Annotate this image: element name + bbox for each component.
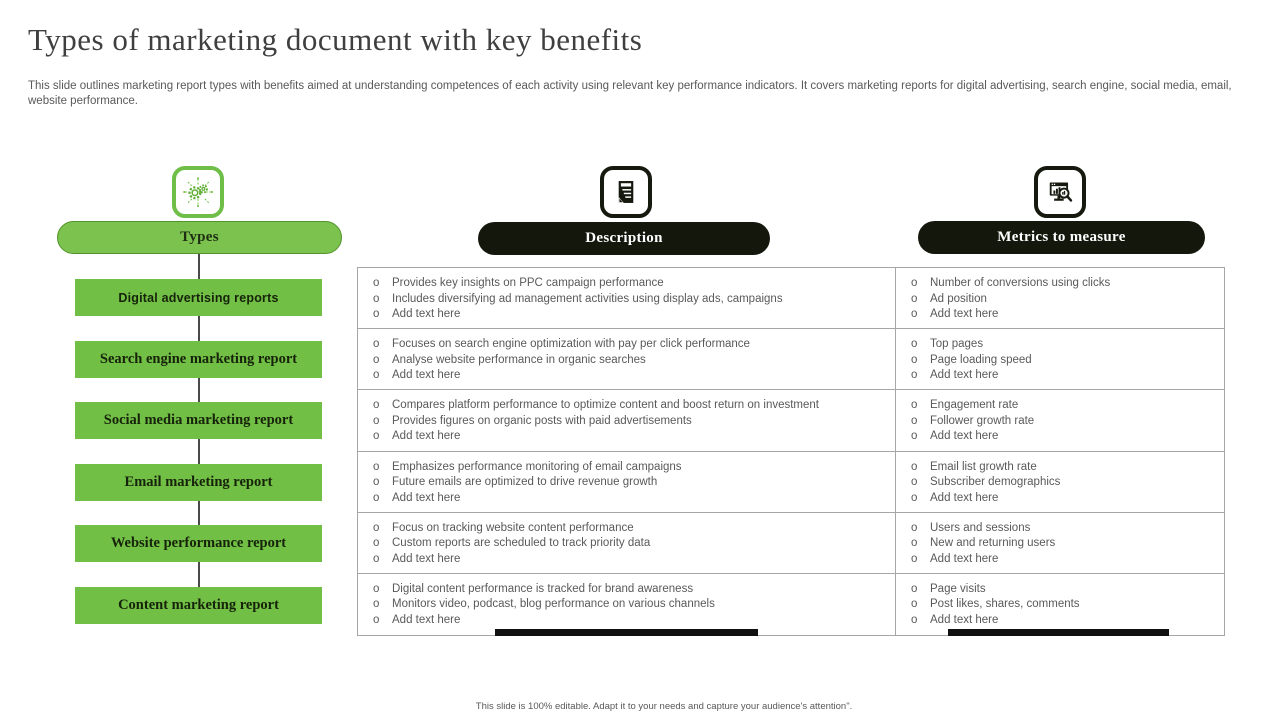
gear-network-icon: [172, 166, 224, 218]
bullet-item: o Focuses on search engine optimization with pay per click performance: [370, 337, 887, 353]
bullet-item: o Compares platform performance to optimize content and boost return on investment: [370, 398, 887, 414]
bullet-item: o Add text here: [908, 552, 1216, 568]
bullet-item: o Post likes, shares, comments: [908, 597, 1216, 613]
bullet-item: o Email list growth rate: [908, 460, 1216, 476]
bullet-item: o Subscriber demographics: [908, 475, 1216, 491]
description-cell: [358, 574, 896, 635]
type-box-search-engine: Search engine marketing report: [75, 341, 322, 378]
bullet-item: o Digital content performance is tracked for brand awareness: [370, 582, 887, 598]
metrics-header-label: Metrics to measure: [997, 229, 1126, 245]
types-header-label: Types: [180, 229, 219, 245]
type-box-content-marketing: Content marketing report: [75, 587, 322, 624]
bullet-item: o Add text here: [370, 429, 887, 445]
type-box-email: Email marketing report: [75, 464, 322, 501]
bullet-item: o Follower growth rate: [908, 414, 1216, 430]
table-row: [358, 390, 1224, 451]
type-box-digital-advertising: Digital advertising reports: [75, 279, 322, 316]
bullet-item: o Focus on tracking website content performance: [370, 521, 887, 537]
bullet-item: o Custom reports are scheduled to track priority data: [370, 536, 887, 552]
description-cell: [358, 390, 896, 450]
description-header-label: Description: [585, 230, 663, 246]
bullet-item: o Add text here: [370, 491, 887, 507]
bullet-item: o Add text here: [370, 613, 887, 629]
report-table: [357, 267, 1225, 636]
bullet-item: o Add text here: [908, 429, 1216, 445]
table-row: [358, 574, 1224, 635]
description-header-pill: [478, 222, 770, 255]
slide-subtitle: This slide outlines marketing report types with benefits aimed at understanding competences of each activity using relevant key performance indicators. It covers marketing reports for digital advertising, search engine, social media, email, website performance.: [28, 80, 1232, 107]
metrics-cell: [896, 329, 1224, 389]
bullet-item: o Emphasizes performance monitoring of email campaigns: [370, 460, 887, 476]
bullet-item: o Number of conversions using clicks: [908, 276, 1216, 292]
bullet-item: o Engagement rate: [908, 398, 1216, 414]
bullet-item: o Provides key insights on PPC campaign performance: [370, 276, 887, 292]
bullet-item: o Includes diversifying ad management activities using display ads, campaigns: [370, 292, 887, 308]
bullet-item: o Add text here: [908, 368, 1216, 384]
table-row: [358, 329, 1224, 390]
type-box-social-media: Social media marketing report: [75, 402, 322, 439]
table-row: [358, 268, 1224, 329]
description-cell: [358, 452, 896, 512]
chart-magnifier-icon: [1034, 166, 1086, 218]
metrics-cell: [896, 268, 1224, 328]
bullet-item: o Top pages: [908, 337, 1216, 353]
bullet-item: o Add text here: [370, 307, 887, 323]
bullet-item: o Add text here: [370, 552, 887, 568]
table-row: [358, 513, 1224, 574]
bullet-item: o Future emails are optimized to drive revenue growth: [370, 475, 887, 491]
bullet-item: o New and returning users: [908, 536, 1216, 552]
metrics-cell: [896, 452, 1224, 512]
description-cell: [358, 329, 896, 389]
metrics-underline-bar: [948, 629, 1169, 636]
bullet-item: o Page loading speed: [908, 353, 1216, 369]
bullet-item: o Provides figures on organic posts with paid advertisements: [370, 414, 887, 430]
bullet-item: o Add text here: [908, 491, 1216, 507]
table-row: [358, 452, 1224, 513]
description-cell: [358, 268, 896, 328]
bullet-item: o Analyse website performance in organic searches: [370, 353, 887, 369]
metrics-cell: [896, 390, 1224, 450]
metrics-cell: [896, 513, 1224, 573]
bullet-item: o Add text here: [908, 307, 1216, 323]
bullet-item: o Monitors video, podcast, blog performance on various channels: [370, 597, 887, 613]
bullet-item: o Ad position: [908, 292, 1216, 308]
type-box-website-performance: Website performance report: [75, 525, 322, 562]
bullet-item: o Add text here: [908, 613, 1216, 629]
document-report-icon: [600, 166, 652, 218]
page-title: Types of marketing document with key benefits: [28, 22, 643, 57]
description-cell: [358, 513, 896, 573]
bullet-item: o Add text here: [370, 368, 887, 384]
types-header-pill: [57, 221, 342, 254]
slide-footer-note: This slide is 100% editable. Adapt it to your needs and capture your audience's attention".: [475, 701, 853, 712]
bullet-item: o Page visits: [908, 582, 1216, 598]
description-underline-bar: [495, 629, 758, 636]
metrics-header-pill: [918, 221, 1205, 254]
metrics-cell: [896, 574, 1224, 635]
bullet-item: o Users and sessions: [908, 521, 1216, 537]
